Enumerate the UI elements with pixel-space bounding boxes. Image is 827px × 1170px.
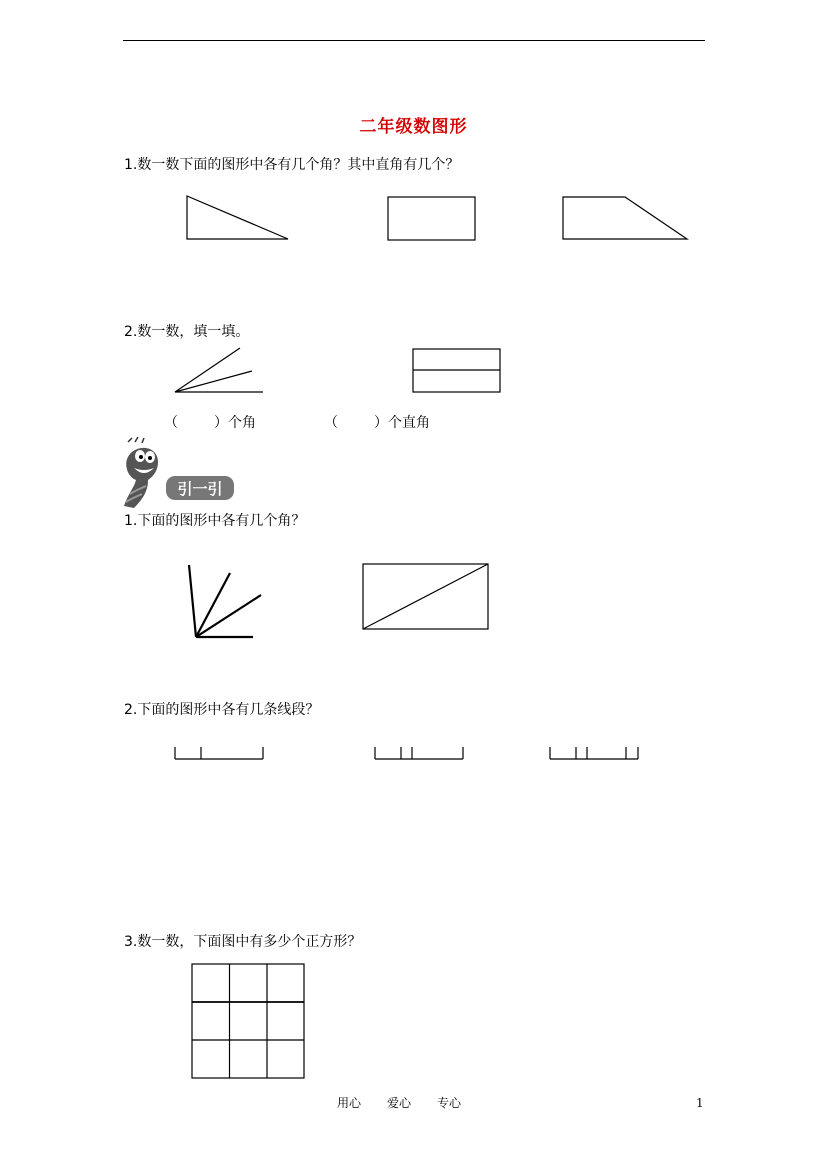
- angles-label: ）个角: [214, 415, 256, 431]
- question-1-2: 2.数一数，填一填。: [124, 324, 250, 340]
- rectangle-diagonal-figure: [362, 563, 490, 631]
- fill-blank-angles: [164, 412, 256, 432]
- right-trapezoid-figure: [562, 196, 690, 242]
- right-angles-label: ）个直角: [374, 415, 430, 431]
- split-rectangle-figure: [412, 348, 502, 394]
- question-1-1: 1.数一数下面的图形中各有几个角？其中直角有几个？: [124, 157, 460, 173]
- open-paren: （: [164, 415, 178, 431]
- right-triangle-figure: [186, 195, 290, 241]
- segment-line-5-points: [549, 746, 641, 762]
- fill-blank-right-angles: [324, 412, 430, 432]
- rectangle-figure: [387, 196, 477, 242]
- question-2-2: 2.下面的图形中各有几条线段？: [124, 702, 320, 718]
- segment-line-4-points: [374, 746, 466, 762]
- angle-rays-figure: [174, 347, 266, 395]
- footer-item: 爱心: [387, 1096, 412, 1110]
- question-2-3: 3.数一数，下面图中有多少个正方形？: [124, 934, 362, 950]
- three-by-three-grid-figure: [191, 963, 307, 1081]
- open-paren: （: [324, 415, 338, 431]
- header-rule: [123, 40, 705, 41]
- fan-angles-figure: [186, 563, 266, 643]
- segment-line-3-points: [174, 746, 266, 762]
- page-title: 二年级数图形: [359, 117, 468, 137]
- footer-item: 专心: [437, 1096, 462, 1110]
- question-2-1: 1.下面的图形中各有几个角？: [124, 513, 306, 529]
- footer-item: 用心: [337, 1096, 362, 1110]
- mascot-label: 引一引: [177, 480, 223, 498]
- page-number: 1: [696, 1096, 704, 1110]
- worm-mascot-icon: [114, 436, 238, 512]
